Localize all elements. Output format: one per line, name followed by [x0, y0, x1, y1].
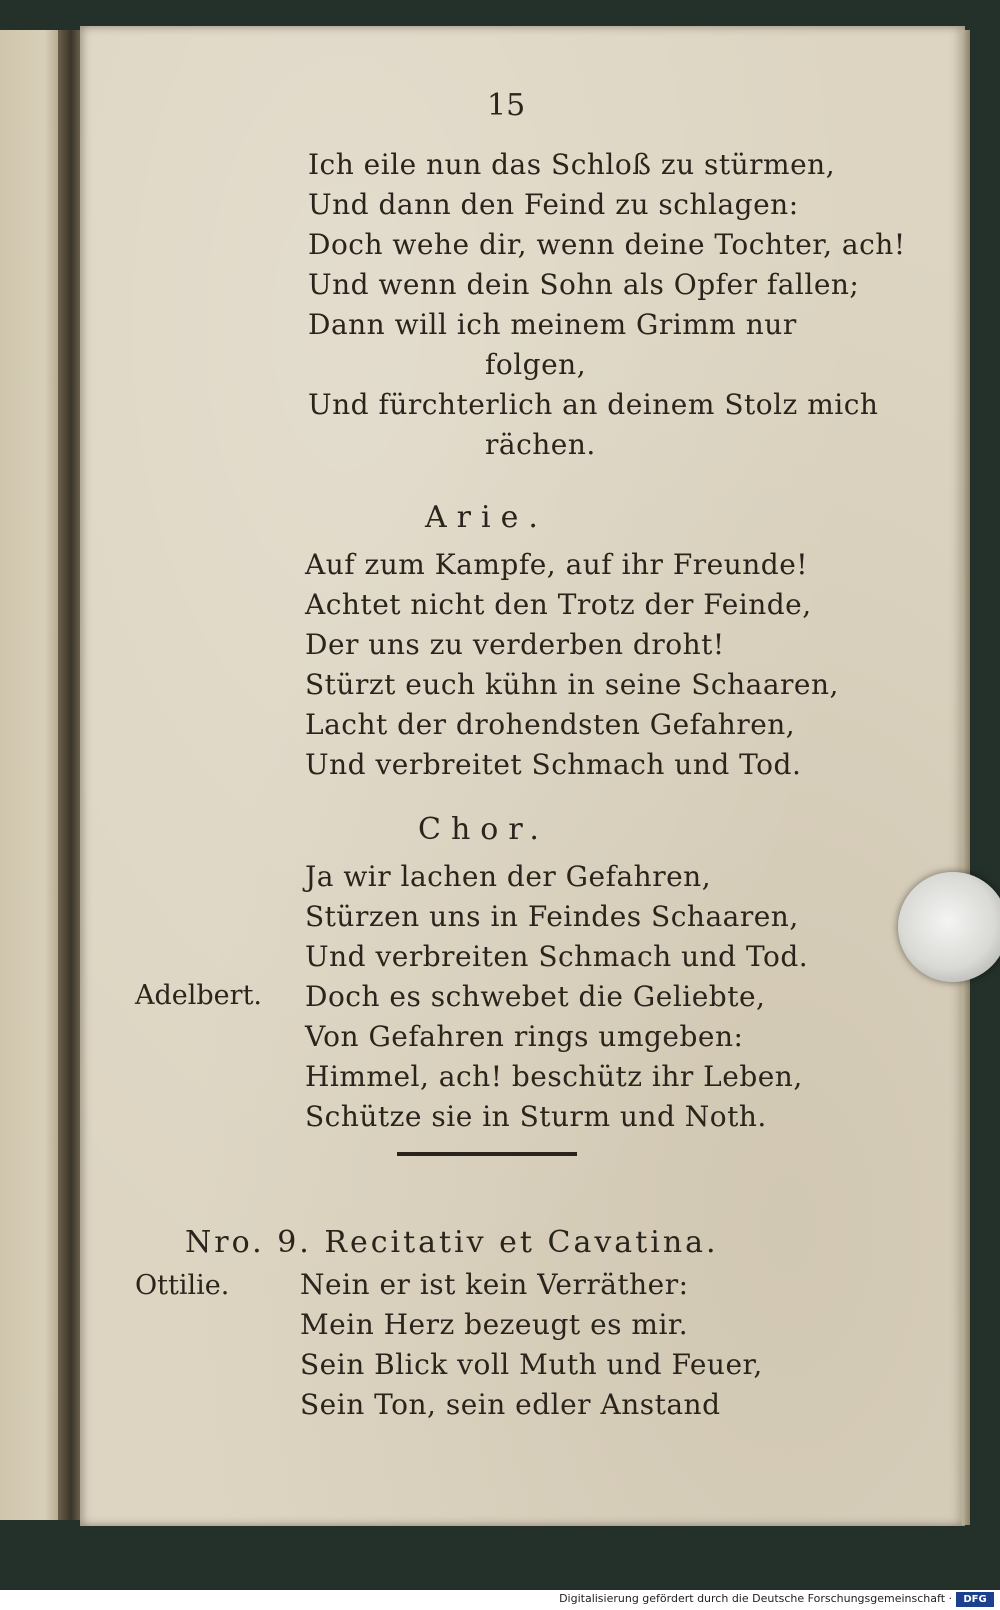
verse-line: folgen,: [485, 348, 587, 381]
arie-line: Stürzt euch kühn in seine Schaaren,: [305, 668, 839, 701]
page-edge: [962, 30, 970, 1525]
arie-line: Und verbreitet Schmach und Tod.: [305, 748, 802, 781]
page-clip: [898, 872, 1000, 982]
adelbert-line: Schütze sie in Sturm und Noth.: [305, 1100, 767, 1133]
adelbert-line: Himmel, ach! beschütz ihr Leben,: [305, 1060, 803, 1093]
arie-heading: Arie.: [425, 500, 548, 535]
speaker-ottilie: Ottilie.: [135, 1270, 230, 1301]
verse-line: Und dann den Feind zu schlagen:: [308, 188, 799, 221]
ottilie-line: Mein Herz bezeugt es mir.: [300, 1308, 689, 1341]
footer-bar: [0, 1590, 1000, 1610]
arie-line: Lacht der drohendsten Gefahren,: [305, 708, 796, 741]
adelbert-line: Doch es schwebet die Geliebte,: [305, 980, 766, 1013]
speaker-adelbert: Adelbert.: [135, 980, 262, 1011]
section-divider: [397, 1152, 577, 1156]
chor-line: Ja wir lachen der Gefahren,: [305, 860, 712, 893]
arie-line: Achtet nicht den Trotz der Feinde,: [305, 588, 812, 621]
verse-line: Ich eile nun das Schloß zu stürmen,: [308, 148, 836, 181]
chor-line: Und verbreiten Schmach und Tod.: [305, 940, 809, 973]
verse-line: Dann will ich meinem Grimm nur: [308, 308, 797, 341]
arie-line: Auf zum Kampfe, auf ihr Freunde!: [305, 548, 809, 581]
ottilie-line: Nein er ist kein Verräther:: [300, 1268, 689, 1301]
ottilie-line: Sein Blick voll Muth und Feuer,: [300, 1348, 763, 1381]
chor-line: Stürzen uns in Feindes Schaaren,: [305, 900, 799, 933]
page-number: 15: [487, 88, 526, 123]
adelbert-line: Von Gefahren rings umgeben:: [305, 1020, 744, 1053]
verse-line: Und wenn dein Sohn als Opfer fallen;: [308, 268, 860, 301]
previous-page-edge: [0, 30, 64, 1520]
verse-line: rächen.: [485, 428, 596, 461]
ottilie-line: Sein Ton, sein edler Anstand: [300, 1388, 721, 1421]
verse-line: Und fürchterlich an deinem Stolz mich: [308, 388, 879, 421]
chor-heading: Chor.: [418, 812, 549, 847]
dfg-logo: DFG: [956, 1592, 994, 1607]
verse-line: Doch wehe dir, wenn deine Tochter, ach!: [308, 228, 906, 261]
nro-heading: Nro. 9. Recitativ et Cavatina.: [185, 1225, 719, 1260]
digitization-credit: Digitalisierung gefördert durch die Deutsche Forschungsgemeinschaft ·: [559, 1592, 952, 1605]
arie-line: Der uns zu verderben droht!: [305, 628, 725, 661]
